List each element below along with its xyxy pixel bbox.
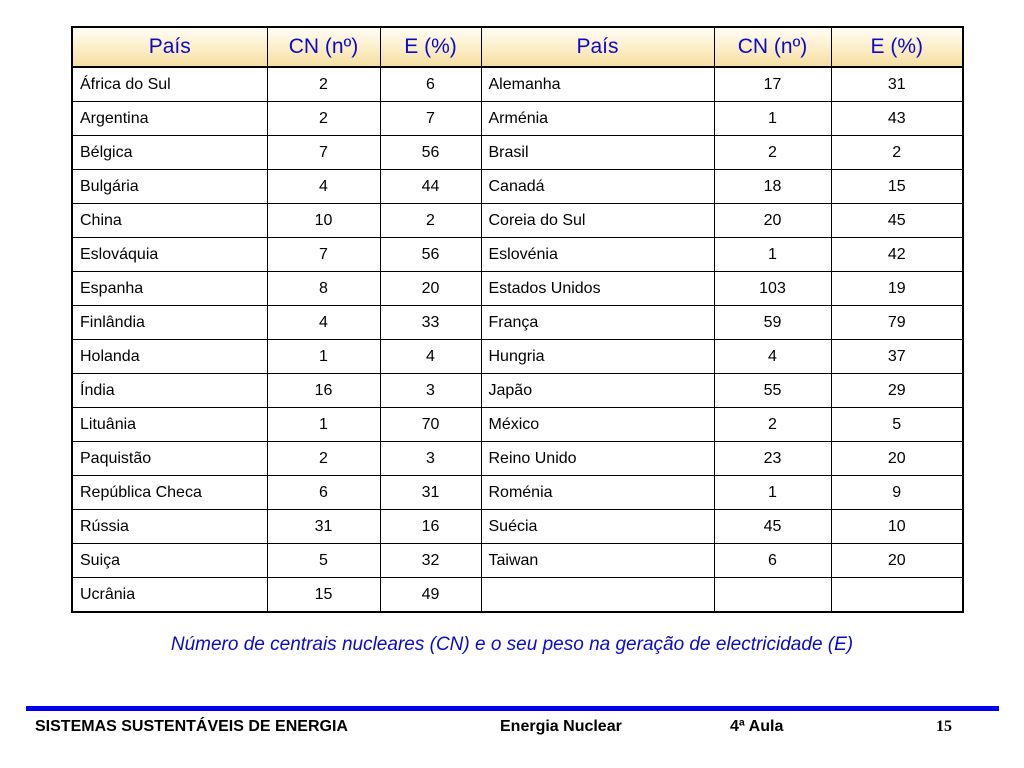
cell-country-2 [481,578,714,613]
cell-cn-2: 2 [714,408,831,442]
cell-cn-2: 17 [714,67,831,102]
cell-country-2: Coreia do Sul [481,204,714,238]
cell-e-1: 20 [380,272,481,306]
cell-e-1: 3 [380,374,481,408]
cell-e-2: 43 [831,102,963,136]
cell-cn-2: 103 [714,272,831,306]
cell-e-1: 56 [380,136,481,170]
header-e-2: E (%) [831,27,963,67]
cell-cn-1: 15 [267,578,380,613]
cell-country-2: França [481,306,714,340]
cell-country-2: Reino Unido [481,442,714,476]
cell-country-1: Finlândia [72,306,267,340]
footer-topic: Energia Nuclear [500,718,622,735]
cell-e-2: 15 [831,170,963,204]
cell-e-2: 31 [831,67,963,102]
cell-e-2: 45 [831,204,963,238]
cell-country-2: Estados Unidos [481,272,714,306]
cell-country-1: Argentina [72,102,267,136]
table-caption: Número de centrais nucleares (CN) e o seu peso na geração de electricidade (E) [170,634,854,655]
table-row [72,136,963,170]
cell-cn-2: 20 [714,204,831,238]
cell-country-2: Hungria [481,340,714,374]
cell-cn-1: 6 [267,476,380,510]
footer-divider [26,706,999,711]
cell-e-1: 32 [380,544,481,578]
cell-country-1: Holanda [72,340,267,374]
cell-cn-1: 2 [267,102,380,136]
page-number: 15 [936,718,952,735]
cell-country-2: Roménia [481,476,714,510]
cell-country-2: Alemanha [481,67,714,102]
cell-e-1: 16 [380,510,481,544]
cell-e-2 [831,578,963,613]
cell-cn-2: 4 [714,340,831,374]
cell-e-1: 70 [380,408,481,442]
header-e-1: E (%) [380,27,481,67]
cell-country-2: Eslovénia [481,238,714,272]
cell-cn-2: 1 [714,238,831,272]
cell-e-1: 31 [380,476,481,510]
cell-cn-2 [714,578,831,613]
cell-country-1: Paquistão [72,442,267,476]
cell-e-2: 2 [831,136,963,170]
cell-cn-1: 31 [267,510,380,544]
cell-cn-1: 1 [267,408,380,442]
table-row [72,544,963,578]
header-cn-2: CN (nº) [714,27,831,67]
cell-e-1: 49 [380,578,481,613]
cell-cn-2: 18 [714,170,831,204]
cell-country-2: Arménia [481,102,714,136]
cell-e-2: 9 [831,476,963,510]
table-row [72,306,963,340]
cell-e-1: 44 [380,170,481,204]
cell-cn-2: 1 [714,102,831,136]
cell-cn-1: 4 [267,170,380,204]
cell-country-1: Rússia [72,510,267,544]
footer [0,716,1024,742]
table-row [72,442,963,476]
cell-e-1: 56 [380,238,481,272]
table-row [72,476,963,510]
table-row [72,102,963,136]
table-header-row [72,27,963,67]
cell-e-2: 20 [831,544,963,578]
cell-e-2: 79 [831,306,963,340]
cell-country-2: Brasil [481,136,714,170]
cell-cn-2: 1 [714,476,831,510]
header-country-2: País [481,27,714,67]
cell-country-2: Canadá [481,170,714,204]
cell-country-1: Índia [72,374,267,408]
cell-cn-1: 8 [267,272,380,306]
cell-country-1: Bulgária [72,170,267,204]
cell-country-1: Ucrânia [72,578,267,613]
cell-cn-2: 55 [714,374,831,408]
cell-e-1: 4 [380,340,481,374]
cell-country-1: Eslováquia [72,238,267,272]
cell-country-1: Espanha [72,272,267,306]
cell-e-2: 29 [831,374,963,408]
table-body [72,67,963,612]
cell-cn-1: 1 [267,340,380,374]
cell-e-1: 6 [380,67,481,102]
table-row [72,67,963,102]
cell-e-1: 3 [380,442,481,476]
cell-cn-1: 2 [267,67,380,102]
cell-e-2: 19 [831,272,963,306]
table-row [72,340,963,374]
cell-country-1: China [72,204,267,238]
cell-e-2: 5 [831,408,963,442]
cell-cn-1: 5 [267,544,380,578]
cell-country-1: República Checa [72,476,267,510]
table-row [72,578,963,613]
table-row [72,170,963,204]
cell-country-1: Bélgica [72,136,267,170]
table-row [72,408,963,442]
cell-cn-1: 16 [267,374,380,408]
cell-country-2: Suécia [481,510,714,544]
cell-e-2: 42 [831,238,963,272]
cell-cn-2: 6 [714,544,831,578]
cell-cn-1: 2 [267,442,380,476]
cell-e-1: 33 [380,306,481,340]
cell-e-1: 7 [380,102,481,136]
table-row [72,238,963,272]
cell-cn-1: 7 [267,136,380,170]
cell-cn-1: 4 [267,306,380,340]
cell-cn-2: 2 [714,136,831,170]
cell-country-1: Suiça [72,544,267,578]
header-cn-1: CN (nº) [267,27,380,67]
cell-country-1: Lituânia [72,408,267,442]
cell-e-2: 10 [831,510,963,544]
cell-cn-2: 45 [714,510,831,544]
cell-country-2: México [481,408,714,442]
cell-cn-2: 59 [714,306,831,340]
table-row [72,510,963,544]
footer-course-title: SISTEMAS SUSTENTÁVEIS DE ENERGIA [35,718,348,735]
cell-e-2: 20 [831,442,963,476]
footer-lesson: 4ª Aula [730,718,784,735]
header-country-1: País [72,27,267,67]
table-row [72,204,963,238]
cell-e-1: 2 [380,204,481,238]
cell-country-1: África do Sul [72,67,267,102]
cell-country-2: Taiwan [481,544,714,578]
table-row [72,374,963,408]
cell-e-2: 37 [831,340,963,374]
cell-country-2: Japão [481,374,714,408]
cell-cn-1: 10 [267,204,380,238]
cell-cn-2: 23 [714,442,831,476]
table-row [72,272,963,306]
cell-cn-1: 7 [267,238,380,272]
nuclear-plants-table [71,26,964,613]
